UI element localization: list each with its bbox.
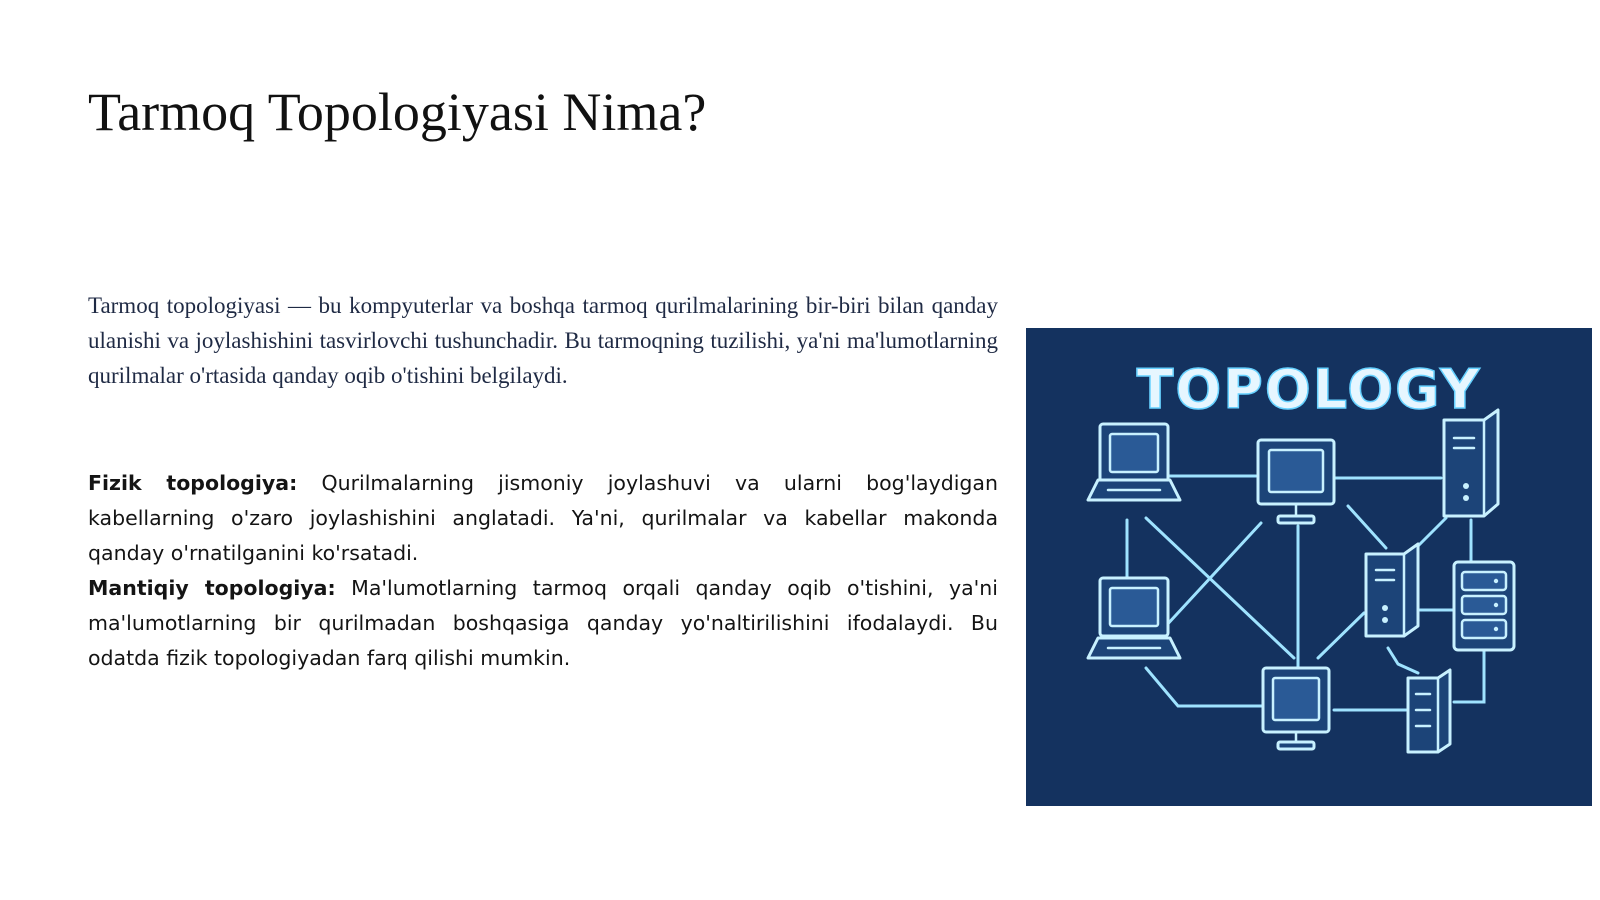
link-server-mid-monitor-bottom xyxy=(1318,613,1364,658)
link-server-mid-server-bottom xyxy=(1388,648,1418,673)
laptop-icon xyxy=(1088,578,1180,658)
topology-illustration xyxy=(1026,328,1592,806)
logical-topology-term: Mantiqiy topologiya: xyxy=(88,576,336,600)
server-tower-icon xyxy=(1366,544,1418,636)
server-tower-icon xyxy=(1444,410,1498,516)
monitor-icon xyxy=(1258,440,1334,523)
monitor-icon xyxy=(1263,668,1329,749)
topology-diagram xyxy=(1026,328,1592,806)
physical-topology-text: Qurilmalarning jismoniy joylashuvi va ularni bog'laydigan kabellarning o'zaro joylashishini anglatadi. Ya'ni, qurilmalar va kabellar makonda qanday o'rnatilganini ko'rsatadi. xyxy=(88,471,998,565)
slide-title: Tarmoq Topologiyasi Nima? xyxy=(88,82,707,142)
physical-topology-paragraph xyxy=(88,466,998,571)
logical-topology-text: Ma'lumotlarning tarmoq orqali qanday oqib o'tishini, ya'ni ma'lumotlarning bir qurilmadan boshqasiga qanday yo'naltirilishini ifodalaydi. Bu odatda fizik topologiyadan farq qilishi mumkin. xyxy=(88,576,998,670)
physical-topology-term: Fizik topologiya: xyxy=(88,471,298,495)
link-laptop2-monitor-bottom xyxy=(1146,668,1264,706)
laptop-icon xyxy=(1088,424,1180,500)
topology-types xyxy=(88,466,998,676)
intro-paragraph: Tarmoq topologiyasi — bu kompyuterlar va boshqa tarmoq qurilmalarining bir-biri bilan qanday ulanishi va joylashishini tasvirlovchi tushunchadir. Bu tarmoqning tuzilishi, ya'ni ma'lumotlarning qurilmalar o'rtasida qanday oqib o'tishini belgilaydi. xyxy=(88,293,998,388)
logical-topology-paragraph xyxy=(88,571,998,676)
link-rack-server-bottom xyxy=(1454,650,1484,702)
link-monitor-top-server-mid xyxy=(1348,506,1386,548)
server-tower-icon xyxy=(1408,670,1450,752)
topology-figure-title: TOPOLOGY xyxy=(1136,358,1482,421)
server-rack-icon xyxy=(1454,562,1514,650)
